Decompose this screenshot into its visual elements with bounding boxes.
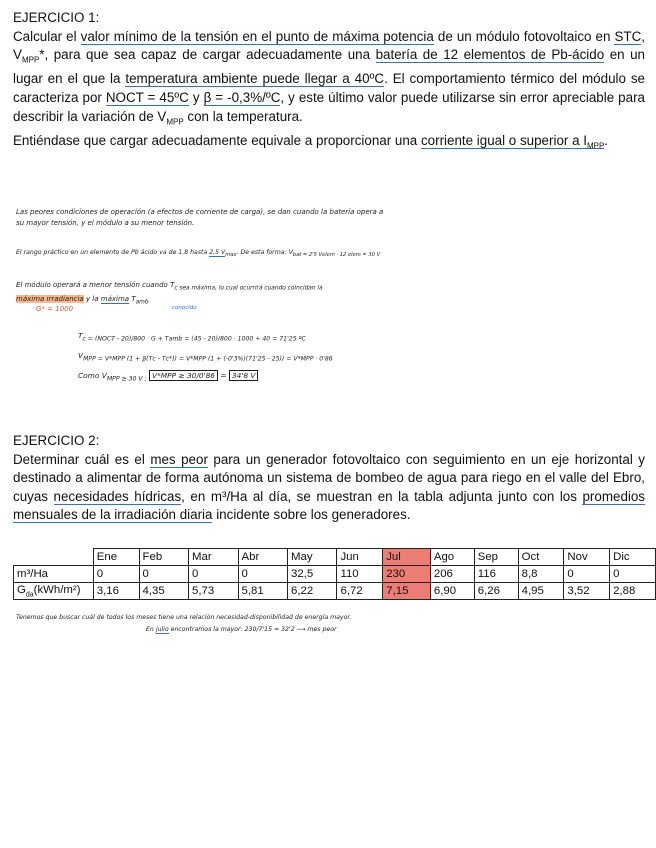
note-module-voltage: El módulo operará a menor tensión cuando $T_{c sea máxima, lo cual ocurrirá cuando coincidan la}$ máxima irradiancia y la máxima $T_{amb}$	[16, 281, 323, 306]
underline-min-voltage: valor mínimo de la tensión en el punto de máxima potencia	[80, 28, 434, 44]
month-header-ene: Ene	[93, 549, 139, 566]
month-header-sep: Sep	[474, 549, 518, 566]
formula-tc: $T_{c = (NOCT - 20)/800 \cdot G + Tamb = (45 - 20)/800 \cdot 1000 + 40 = 71'25 ºC}$	[78, 331, 306, 343]
underline-current: corriente igual o superior a $I_{MPP}$	[420, 132, 605, 151]
note-g-star: G* = 1000	[36, 305, 74, 313]
exercise-1	[13, 9, 645, 156]
result-box-1: V*MPP ≥ 30/0'86	[149, 370, 218, 381]
water-cell-dic: 0	[610, 566, 656, 583]
formula-block	[78, 326, 598, 386]
note-worst-month: Tenemos que buscar cuál de todos los meses tiene una relación necesidad-disponibilidad de energía mayor. En julio encontramos la mayor: 230/7'15 = 32'2 ⟶ mes peor	[16, 614, 352, 633]
water-cell-jul: 230	[383, 566, 431, 583]
water-cell-ago: 206	[430, 566, 474, 583]
month-header-nov: Nov	[564, 549, 610, 566]
water-cell-feb: 0	[139, 566, 188, 583]
table-row-irradiation	[14, 583, 656, 600]
irradiation-cell-dic: 2,88	[610, 583, 656, 600]
highlight-max-irradiance: máxima irradiancia	[16, 295, 84, 304]
irradiation-cell-mar: 5,73	[189, 583, 238, 600]
month-header-jul: Jul	[383, 549, 431, 566]
month-header-abr: Abr	[238, 549, 287, 566]
formula-vmpp: $V_{MPP = V*MPP (1 + \beta(Tc - Tc*)) = V*MPP (1 + (-0'3\%)(71'25 - 25)) = V*MPP \cdot 0'86}$	[78, 351, 333, 363]
water-cell-oct: 8,8	[518, 566, 564, 583]
irradiation-cell-ago: 6,90	[430, 583, 474, 600]
irradiation-cell-nov: 3,52	[564, 583, 610, 600]
water-cell-abr: 0	[238, 566, 287, 583]
note-known: conocido	[172, 305, 197, 311]
water-cell-may: 32,5	[288, 566, 337, 583]
exercise-1-clarification: Entiéndase que cargar adecuadamente equivale a proporcionar una corriente igual o superior a $I_{MPP}$.	[13, 132, 609, 151]
underline-battery: batería de 12 elementos de Pb-ácido	[375, 47, 605, 63]
exercise-2-title: EJERCICIO 2:	[13, 433, 100, 448]
month-header-dic: Dic	[610, 549, 656, 566]
underline-irradiation: promedios mensuales de la irradiación diaria	[13, 488, 646, 523]
irradiation-cell-sep: 6,26	[474, 583, 518, 600]
month-header-may: May	[288, 549, 337, 566]
result-box-2: 34'8 V	[229, 370, 259, 381]
exercise-2-statement: Determinar cuál es el mes peor para un generador fotovoltaico con seguimiento en un eje horizontal y destinado a alimentar de forma autónoma un sistema de bombeo de agua para riego en el valle del Ebro, cuyas necesidades hídricas, en m³/Ha al día, se muestran en la tabla adjunta junto con los promedios mensuales de la irradiación diaria incidente sobre los generadores.	[13, 451, 646, 523]
water-cell-sep: 116	[474, 566, 518, 583]
underline-worst-month: mes peor	[150, 451, 208, 467]
underline-beta: β = -0,3%/ºC	[203, 90, 281, 106]
irradiation-table	[13, 548, 656, 600]
irradiation-cell-abr: 5,81	[238, 583, 287, 600]
month-header-jun: Jun	[337, 549, 383, 566]
irradiation-cell-ene: 3,16	[93, 583, 139, 600]
note-battery-range: El rango práctico en un elemento de Pb ácido va de 1.8 hasta 2,5 $V_{max}$. De esta forma: $V_{bat = 2'5 Velem \cdot 12 elem = 30 V}$	[16, 249, 381, 259]
exercise-2	[13, 432, 645, 525]
exercise-1-statement: Calcular el valor mínimo de la tensión en el punto de máxima potencia de un módulo fotovoltaico en STC, $V_{MPP}*$, para que sea capaz de cargar adecuadamente una batería de 12 elementos de Pb-ácido en un lugar en el que la temperatura ambiente puede llegar a 40ºC. El comportamiento térmico del módulo se caracteriza por NOCT = 45ºC y β = -0,3%/ºC, y este último valor puede utilizarse sin error apreciable para describir la variación de $V_{MPP}$ con la temperatura.	[13, 28, 646, 127]
formula-result: Como $V_{MPP \ge 30 V ;}$ V*MPP ≥ 30/0'86 = 34'8 V	[78, 366, 598, 386]
water-cell-ene: 0	[93, 566, 139, 583]
note-worst-conditions: Las peores condiciones de operación (a efectos de corriente de carga), se dan cuando la batería opera a su mayor tensión, y el módulo a su menor tensión.	[16, 208, 384, 227]
underline-july: julio	[155, 626, 169, 633]
underline-temperature: temperatura ambiente puede llegar a 40ºC	[125, 71, 385, 87]
month-header-feb: Feb	[139, 549, 188, 566]
irradiation-cell-jul: 7,15	[383, 583, 431, 600]
row-label-irradiation: $G_{da}(kWh/m^2)$	[14, 583, 94, 600]
row-label-water: m³/Ha	[14, 566, 94, 583]
underline-stc: STC	[614, 28, 642, 44]
irradiation-cell-jun: 6,72	[337, 583, 383, 600]
irradiation-cell-feb: 4,35	[139, 583, 188, 600]
month-header-oct: Oct	[518, 549, 564, 566]
water-cell-jun: 110	[337, 566, 383, 583]
month-header-ago: Ago	[430, 549, 474, 566]
exercise-1-title: EJERCICIO 1:	[13, 10, 100, 25]
underline-noct: NOCT = 45ºC	[105, 90, 189, 106]
water-cell-nov: 0	[564, 566, 610, 583]
irradiation-cell-oct: 4,95	[518, 583, 564, 600]
table-header-row	[14, 549, 656, 566]
underline-water-needs: necesidades hídricas	[53, 488, 182, 504]
irradiation-cell-may: 6,22	[288, 583, 337, 600]
table-row-water	[14, 566, 656, 583]
month-header-mar: Mar	[189, 549, 238, 566]
water-cell-mar: 0	[189, 566, 238, 583]
